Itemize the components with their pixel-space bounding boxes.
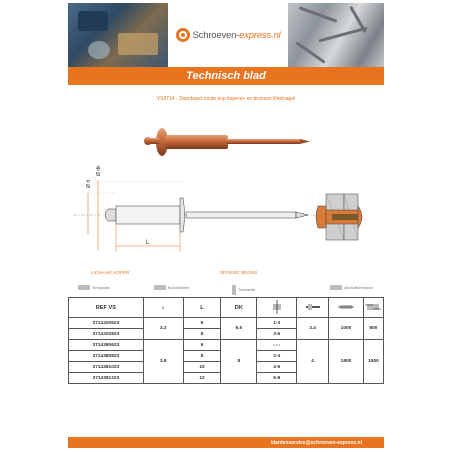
legend-shear: Afschuifweerstand	[330, 285, 373, 290]
grip-cell: 0.5-3	[257, 340, 297, 351]
label-d: Ø d	[86, 179, 92, 188]
legend-clamp: Klemplaats	[78, 285, 109, 290]
l-cell: 6	[183, 340, 221, 351]
logo-text: Schroeven-express.nl	[192, 29, 281, 41]
col-header-l: L	[183, 298, 221, 318]
tensile-arrow-icon	[232, 285, 236, 295]
col-header-shear	[363, 298, 383, 318]
legend-row	[68, 285, 384, 297]
tools-photo	[68, 3, 168, 67]
col-header-tensile	[329, 298, 364, 318]
shear-icon	[330, 285, 342, 290]
shear-cell: 1500	[363, 340, 383, 384]
logo-mark-icon	[176, 28, 190, 42]
table-row	[69, 318, 384, 329]
l-cell: 8	[183, 329, 221, 340]
grip-cell: 2-4	[257, 351, 297, 362]
dk-cell: 6.5	[221, 318, 257, 340]
mandrel-material: SPIJKER: BRONS	[220, 270, 258, 275]
header-banner	[68, 3, 384, 67]
grip-cell: 6-8	[257, 373, 297, 384]
ref-cell: 3714381023	[69, 362, 144, 373]
screws-photo	[288, 3, 384, 67]
shear-cell: 800	[363, 318, 383, 340]
tensile-icon	[338, 303, 354, 311]
installed-rivet-sketch	[316, 194, 362, 240]
legend-drill: Boordiameter	[154, 285, 189, 290]
body-material: LICHAAM: KOPER	[91, 270, 130, 275]
ref-cell: 3714320623	[69, 318, 144, 329]
drill-icon	[154, 285, 166, 290]
tensile-cell: 1800	[329, 340, 364, 384]
product-subtitle: VS3714 - Standaard ronde kop koperen en bronzen klinknagel	[156, 96, 296, 102]
drill-cell: 4	[297, 340, 329, 384]
label-L: L	[146, 240, 150, 246]
spec-table	[68, 297, 384, 384]
dk-cell: 8	[221, 340, 257, 384]
mandrel-icon	[305, 303, 321, 311]
contact-email-link[interactable]: klantenservice@schroeven-express.nl	[270, 439, 362, 446]
ref-cell: 3714380623	[69, 340, 144, 351]
legend-tensile: Treksterkte	[232, 285, 255, 295]
col-header-d: D	[143, 298, 183, 318]
drill-cell: 3.4	[297, 318, 329, 340]
table-header-row	[69, 298, 384, 318]
page-title: Technisch blad	[186, 70, 266, 82]
grip-cell: 1-3	[257, 318, 297, 329]
l-cell: 12	[183, 373, 221, 384]
l-cell: 10	[183, 362, 221, 373]
grip-cell: 3-5	[257, 329, 297, 340]
technical-drawing	[68, 160, 384, 260]
ref-cell: 3714381223	[69, 373, 144, 384]
clamp-icon	[78, 285, 90, 290]
d-cell: 3.8	[143, 340, 183, 384]
clamp-range-icon	[271, 300, 283, 314]
grip-cell: 4-6	[257, 362, 297, 373]
footer-bar	[68, 437, 384, 448]
col-header-grip	[257, 298, 297, 318]
col-header-ref: REF VS	[69, 298, 144, 318]
l-cell: 8	[183, 351, 221, 362]
tensile-cell: 1000	[329, 318, 364, 340]
logo[interactable]	[168, 3, 288, 67]
d-cell: 3.2	[143, 318, 183, 340]
ref-cell: 3714380823	[69, 351, 144, 362]
rivet-photo	[140, 122, 315, 162]
title-bar	[68, 67, 384, 85]
table-row	[69, 340, 384, 351]
l-cell: 6	[183, 318, 221, 329]
label-dk: Ø dk	[96, 165, 102, 176]
col-header-drill	[297, 298, 329, 318]
ref-cell: 3714320823	[69, 329, 144, 340]
shear-icon	[365, 303, 381, 311]
col-header-dk: DK	[221, 298, 257, 318]
